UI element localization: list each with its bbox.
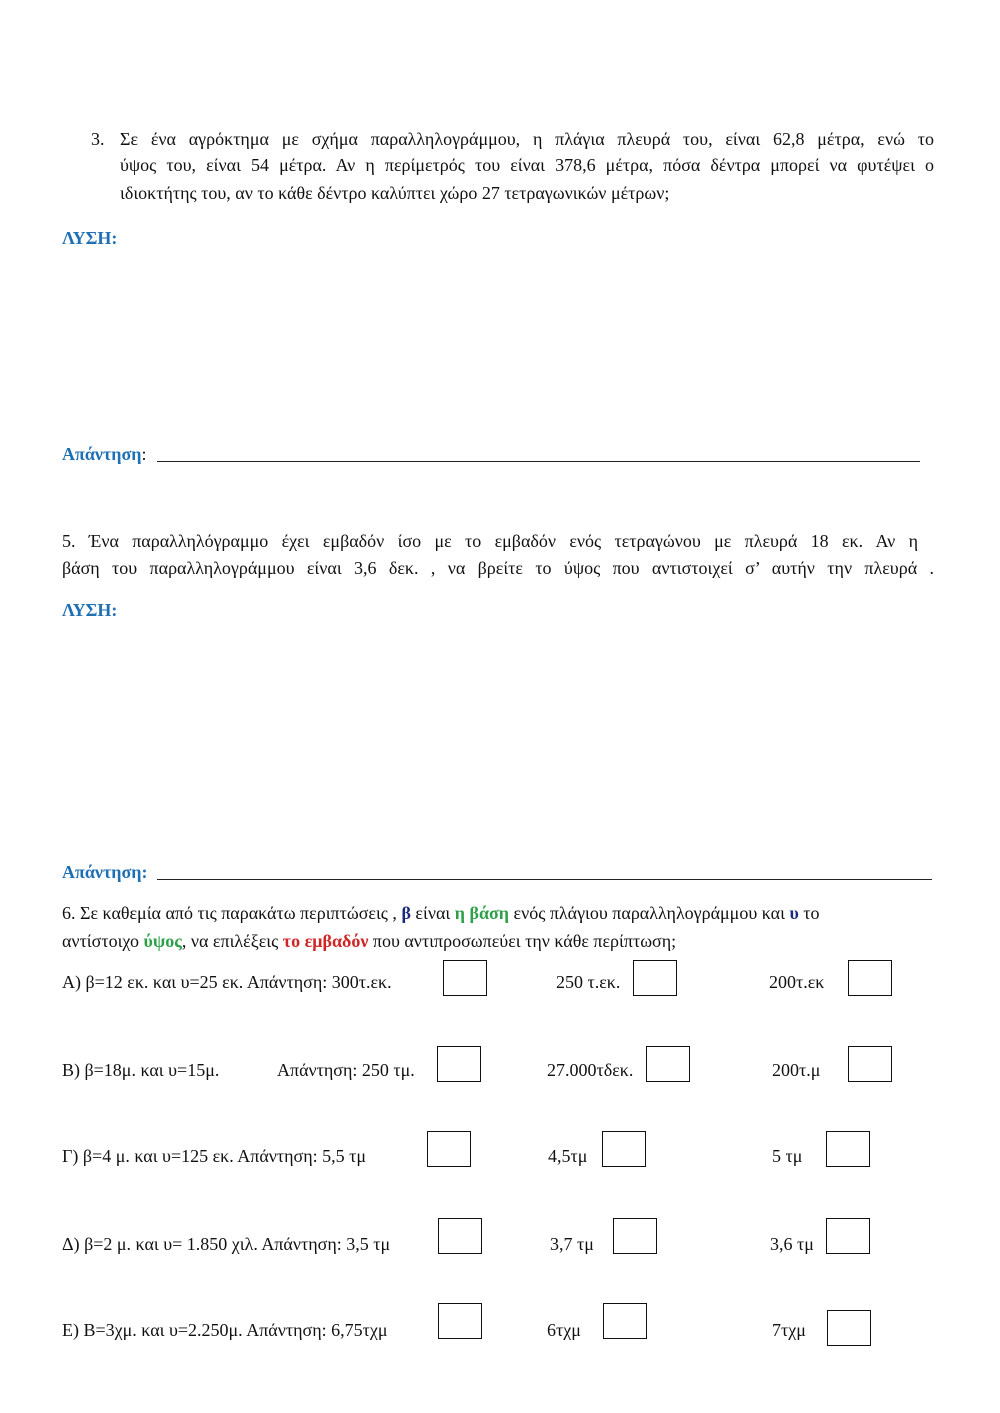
problem3-solution-label: ΛΥΣΗ: — [62, 228, 118, 248]
row-e-option-3: 7τχμ — [772, 1320, 806, 1340]
problem3-line-3: ιδιοκτήτης του, αν το κάθε δέντρο καλύπτει χώρο 27 τετραγωνικών μέτρων; — [120, 183, 670, 203]
beta-symbol: β — [401, 903, 411, 923]
problem3-answer-line[interactable] — [157, 461, 920, 462]
row-c-checkbox-2[interactable] — [602, 1131, 646, 1167]
area-term: το εμβαδόν — [282, 931, 369, 951]
row-a-case: Α) β=12 εκ. και υ=25 εκ. Απάντηση: 300τ.εκ. — [62, 972, 392, 992]
row-b-option-3: 200τ.μ — [772, 1060, 821, 1080]
problem5-solution-label: ΛΥΣΗ: — [62, 600, 118, 620]
problem3-line-1: Σε ένα αγρόκτημα με σχήμα παραλληλογράμμου, η πλάγια πλευρά του, είναι 62,8 μέτρα, ενώ το — [120, 129, 934, 149]
row-b-checkbox-2[interactable] — [646, 1046, 690, 1082]
problem6-intro-line-2 — [62, 929, 676, 953]
row-c-checkbox-1[interactable] — [427, 1131, 471, 1167]
row-c-option-2: 4,5τμ — [548, 1146, 588, 1166]
row-e-checkbox-3[interactable] — [827, 1310, 871, 1346]
row-a-option-2: 250 τ.εκ. — [556, 972, 621, 992]
intro-text: αντίστοιχο — [62, 931, 144, 951]
row-d-option-2: 3,7 τμ — [550, 1234, 594, 1254]
row-e-checkbox-1[interactable] — [438, 1303, 482, 1339]
row-d-checkbox-2[interactable] — [613, 1218, 657, 1254]
problem3-answer-text: Απάντηση — [62, 444, 142, 464]
problem5-line-2: βάση του παραλληλογράμμου είναι 3,6 δεκ. , να βρείτε το ύψος που αντιστοιχεί σ’ αυτήν την πλευρά . — [62, 558, 934, 578]
problem3-answer-label — [62, 442, 147, 466]
row-d-option-3: 3,6 τμ — [770, 1234, 814, 1254]
height-term: ύψος — [143, 931, 182, 951]
row-b-option-2: 27.000τδεκ. — [547, 1060, 634, 1080]
intro-text: το — [798, 903, 820, 923]
row-a-option-3: 200τ.εκ — [769, 972, 825, 992]
row-c-checkbox-3[interactable] — [826, 1131, 870, 1167]
row-b-checkbox-1[interactable] — [437, 1046, 481, 1082]
row-c-option-3: 5 τμ — [772, 1146, 803, 1166]
row-b-case: Β) β=18μ. και υ=15μ. — [62, 1060, 220, 1080]
intro-text: είναι — [410, 903, 455, 923]
row-d-case: Δ) β=2 μ. και υ= 1.850 χιλ. Απάντηση: 3,5 τμ — [62, 1234, 391, 1254]
problem5-answer-label: Απάντηση: — [62, 862, 148, 882]
row-a-checkbox-2[interactable] — [633, 960, 677, 996]
base-term: η βάση — [454, 903, 510, 923]
row-e-case: Ε) Β=3χμ. και υ=2.250μ. Απάντηση: 6,75τχμ — [62, 1320, 388, 1340]
intro-text: , να επιλέξεις — [181, 931, 283, 951]
row-a-checkbox-1[interactable] — [443, 960, 487, 996]
intro-text: ενός πλάγιου παραλληλογράμμου και — [509, 903, 790, 923]
problem3-answer-colon: : — [141, 444, 147, 464]
upsilon-symbol: υ — [789, 903, 799, 923]
problem5-line-1: 5. Ένα παραλληλόγραμμο έχει εμβαδόν ίσο με το εμβαδόν ενός τετραγώνου με πλευρά 18 εκ. Αν η — [62, 531, 918, 551]
row-c-case: Γ) β=4 μ. και υ=125 εκ. Απάντηση: 5,5 τμ — [62, 1146, 367, 1166]
row-a-checkbox-3[interactable] — [848, 960, 892, 996]
row-e-option-2: 6τχμ — [547, 1320, 581, 1340]
problem5-answer-line[interactable] — [157, 879, 932, 880]
row-d-checkbox-1[interactable] — [438, 1218, 482, 1254]
row-b-answer: Απάντηση: 250 τμ. — [277, 1060, 415, 1080]
row-e-checkbox-2[interactable] — [603, 1303, 647, 1339]
row-d-checkbox-3[interactable] — [826, 1218, 870, 1254]
problem6-intro-line-1 — [62, 901, 820, 925]
problem3-number: 3. — [91, 129, 105, 149]
intro-text: 6. Σε καθεμία από τις παρακάτω περιπτώσεις , — [62, 903, 402, 923]
problem3-line-2: ύψος του, είναι 54 μέτρα. Αν η περίμετρός του είναι 378,6 μέτρα, πόσα δέντρα μπορεί να φυτέψει ο — [120, 155, 934, 175]
intro-text: που αντιπροσωπεύει την κάθε περίπτωση; — [368, 931, 677, 951]
row-b-checkbox-3[interactable] — [848, 1046, 892, 1082]
